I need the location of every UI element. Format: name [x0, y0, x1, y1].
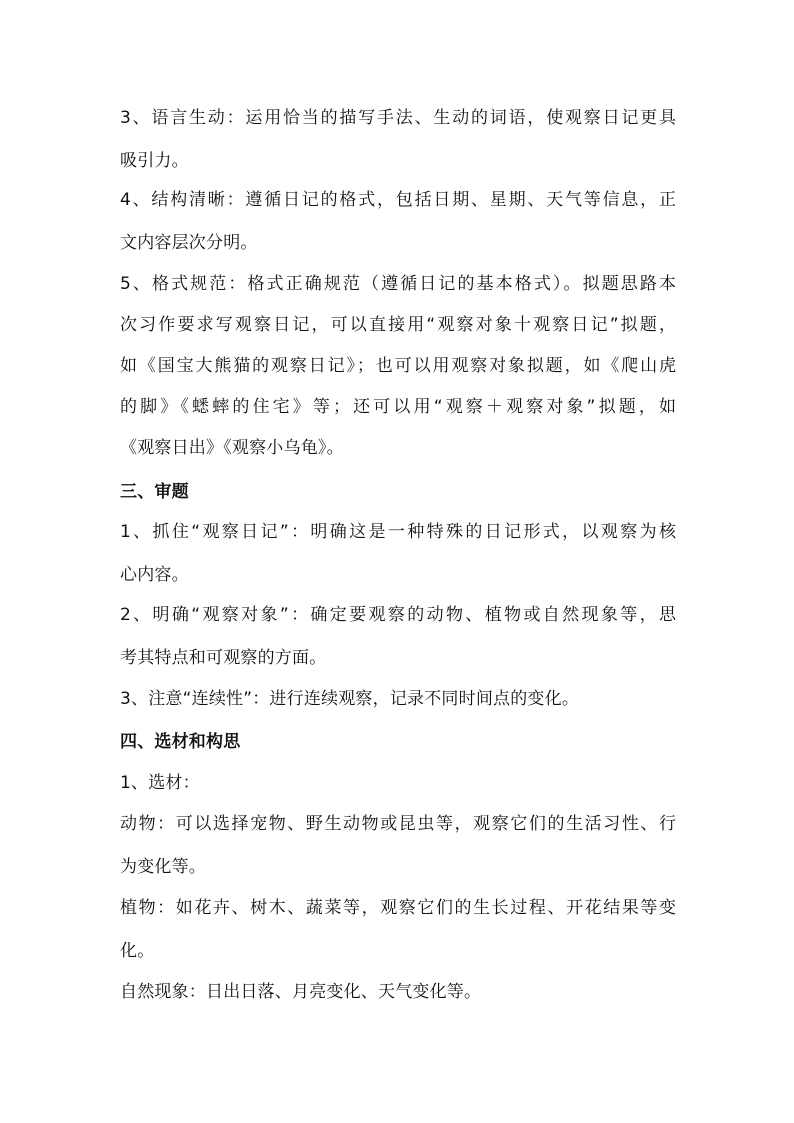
body-line-shenti-1: 1、抓住“观察日记”：明确这是一种特殊的日记形式，以观察为核 — [120, 522, 676, 542]
body-line-point-5-cont-1: 次习作要求写观察日记，可以直接用“观察对象十观察日记”拟题， — [120, 315, 676, 335]
body-line-point-5-cont-2: 如《国宝大熊猫的观察日记》；也可以用观察对象拟题，如《爬山虎 — [120, 356, 676, 376]
body-line-shenti-2-cont: 考其特点和可观察的方面。 — [120, 648, 327, 668]
section-heading-shenti: 三、审题 — [120, 482, 189, 502]
body-line-shenti-2: 2、明确“观察对象”：确定要观察的动物、植物或自然现象等，思 — [120, 605, 676, 625]
body-line-plants-cont: 化。 — [120, 941, 155, 961]
body-line-plants: 植物：如花卉、树木、蔬菜等，观察它们的生长过程、开花结果等变 — [120, 898, 676, 918]
body-line-nature: 自然现象：日出日落、月亮变化、天气变化等。 — [120, 982, 482, 1002]
body-line-xuancai-label: 1、选材： — [120, 773, 200, 793]
body-line-animals-cont: 为变化等。 — [120, 857, 206, 877]
section-heading-xuancai: 四、选材和构思 — [120, 732, 241, 752]
body-line-animals: 动物：可以选择宠物、野生动物或昆虫等，观察它们的生活习性、行 — [120, 814, 676, 834]
body-line-point-4-cont: 文内容层次分明。 — [120, 233, 258, 253]
body-line-point-4: 4、结构清晰：遵循日记的格式，包括日期、星期、天气等信息，正 — [120, 190, 676, 210]
body-line-point-5-cont-4: 《观察日出》《观察小乌龟》。 — [120, 438, 344, 458]
body-line-point-3: 3、语言生动：运用恰当的描写手法、生动的词语，使观察日记更具 — [120, 108, 676, 128]
body-line-point-3-cont: 吸引力。 — [120, 151, 189, 171]
body-line-shenti-1-cont: 心内容。 — [120, 565, 189, 585]
body-line-shenti-3: 3、注意“连续性”：进行连续观察，记录不同时间点的变化。 — [120, 689, 580, 709]
body-line-point-5: 5、格式规范：格式正确规范（遵循日记的基本格式）。拟题思路本 — [120, 274, 676, 294]
body-line-point-5-cont-3: 的脚》《蟋蟀的住宅》等；还可以用“观察＋观察对象”拟题，如 — [120, 397, 676, 417]
